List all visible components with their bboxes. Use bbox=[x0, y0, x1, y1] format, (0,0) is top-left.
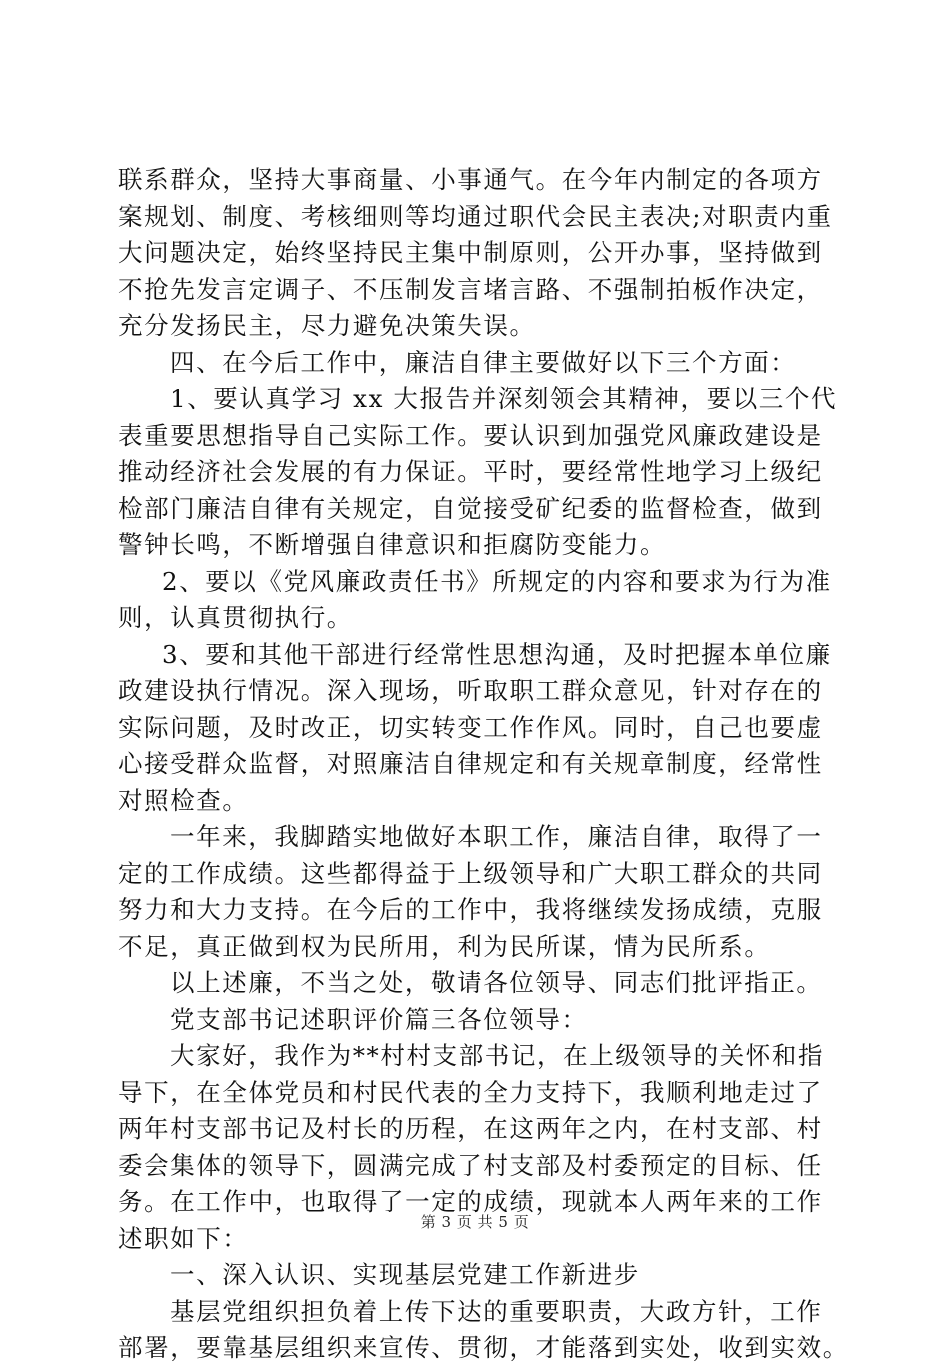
text-line: 两年村支部书记及村长的历程，在这两年之内，在村支部、村 bbox=[118, 1114, 823, 1143]
text-line: 大家好，我作为**村村支部书记，在上级领导的关怀和指 bbox=[170, 1041, 825, 1070]
document-body bbox=[118, 162, 849, 1367]
text-line: 充分发扬民主，尽力避免决策失误。 bbox=[118, 311, 536, 340]
text-line: 1、要认真学习 xx 大报告并深刻领会其精神，要以三个代 bbox=[170, 384, 838, 413]
text-line: 部署，要靠基层组织来宣传、贯彻，才能落到实处，收到实效。 bbox=[118, 1333, 849, 1362]
text-line: 对照检查。 bbox=[118, 785, 249, 815]
text-line: 大问题决定，始终坚持民主集中制原则，公开办事，坚持做到 bbox=[118, 238, 823, 267]
text-line: 则，认真贯彻执行。 bbox=[118, 603, 353, 632]
text-line: 述职如下： bbox=[118, 1223, 249, 1253]
text-line: 以上述廉，不当之处，敬请各位领导、同志们批评指正。 bbox=[170, 968, 823, 997]
text-line: 委会集体的领导下，圆满完成了村支部及村委预定的目标、任 bbox=[118, 1150, 823, 1180]
section-title: 党支部书记述职评价篇三各位领导： bbox=[170, 1004, 588, 1034]
text-line: 不抢先发言定调子、不压制发言堵言路、不强制拍板作决定， bbox=[118, 274, 823, 304]
text-line: 不足，真正做到权为民所用，利为民所谋，情为民所系。 bbox=[118, 931, 771, 961]
text-line: 联系群众，坚持大事商量、小事通气。在今年内制定的各项方 bbox=[118, 165, 823, 194]
text-line: 案规划、制度、考核细则等均通过职代会民主表决;对职责内重 bbox=[118, 201, 833, 231]
page-footer: 第 3 页 共 5 页 bbox=[420, 1213, 530, 1231]
section-heading: 四、在今后工作中，廉洁自律主要做好以下三个方面： bbox=[170, 347, 797, 377]
text-line: 一年来，我脚踏实地做好本职工作，廉洁自律，取得了一 bbox=[170, 822, 823, 851]
text-line: 推动经济社会发展的有力保证。平时，要经常性地学习上级纪 bbox=[118, 457, 823, 486]
text-line: 努力和大力支持。在今后的工作中，我将继续发扬成绩，克服 bbox=[118, 895, 823, 924]
text-line: 政建设执行情况。深入现场，听取职工群众意见，针对存在的 bbox=[118, 676, 823, 705]
text-line: 基层党组织担负着上传下达的重要职责，大政方针，工作 bbox=[170, 1296, 823, 1326]
text-line: 表重要思想指导自己实际工作。要认识到加强党风廉政建设是 bbox=[118, 420, 823, 450]
text-line: 3、要和其他干部进行经常性思想沟通，及时把握本单位廉 bbox=[162, 639, 832, 669]
text-line: 务。在工作中，也取得了一定的成绩，现就本人两年来的工作 bbox=[118, 1187, 823, 1216]
text-line: 警钟长鸣，不断增强自律意识和拒腐防变能力。 bbox=[118, 530, 667, 559]
text-line: 实际问题，及时改正，切实转变工作作风。同时，自己也要虚 bbox=[118, 712, 823, 742]
section-heading: 一、深入认识、实现基层党建工作新进步 bbox=[170, 1260, 640, 1289]
text-line: 心接受群众监督，对照廉洁自律规定和有关规章制度，经常性 bbox=[118, 749, 823, 778]
text-line: 2、要以《党风廉政责任书》所规定的内容和要求为行为准 bbox=[162, 566, 832, 596]
text-line: 导下，在全体党员和村民代表的全力支持下，我顺利地走过了 bbox=[118, 1077, 823, 1107]
text-line: 检部门廉洁自律有关规定，自觉接受矿纪委的监督检查，做到 bbox=[118, 493, 823, 523]
text-line: 定的工作成绩。这些都得益于上级领导和广大职工群众的共同 bbox=[118, 858, 823, 888]
